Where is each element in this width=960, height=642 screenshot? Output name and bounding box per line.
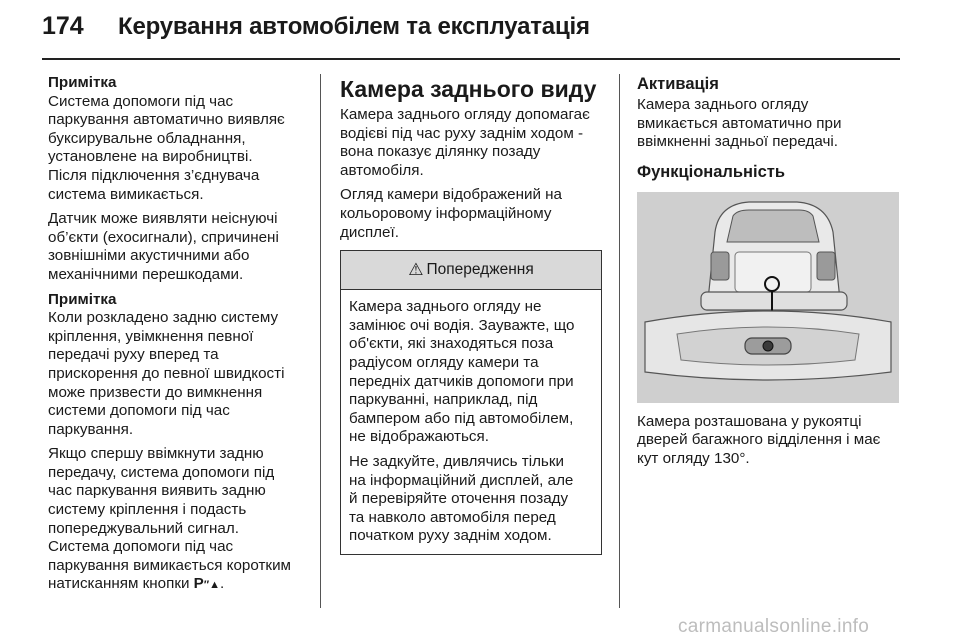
warning-title: Попередження bbox=[426, 260, 534, 278]
note-text: Система допомоги під час паркування автоматично виявляє буксирувальне обладнання, установлене на виробництві. Після підключення з’єднувача система вимикається. bbox=[48, 92, 285, 203]
paragraph: Датчик може виявляти неіснуючі об’єкти (ехосигнали), спричинені зовнішніми акустичними або механічними перешкодами. bbox=[48, 210, 279, 283]
note-title: Примітка bbox=[48, 290, 117, 308]
figure-caption: Камера розташована у рукоятці дверей багажного відділення і має кут огляду 130°. bbox=[637, 412, 881, 467]
page-title: Керування автомобілем та експлуатація bbox=[118, 13, 590, 40]
paragraph-parking-button: Якщо спершу ввімкнути задню передачу, система допомоги під час паркування виявить задню систему кріплення і подасть попереджувальний сигнал. Система допомоги під час паркування вимикається коротким натисканням кнопки P″▲. bbox=[48, 445, 314, 595]
page-number: 174 bbox=[42, 12, 84, 40]
paragraph: Камера заднього огляду вмикається автоматично при ввімкненні задньої передачі. bbox=[637, 96, 842, 151]
column-2 bbox=[340, 74, 602, 555]
paragraph: Камера заднього огляду допомагає водієві під час руху заднім ходом - вона показує ділянку позаду автомобіля. bbox=[340, 106, 590, 179]
column-3 bbox=[637, 74, 905, 475]
paragraph: Огляд камери відображений на кольоровому інформаційному дисплеї. bbox=[340, 186, 563, 241]
warning-text: Камера заднього огляду не замінює очі водія. Зауважте, що об'єкти, які знаходяться поза радіусом огляду камери та передніх датчиків допомоги при паркуванні, наприклад, під бампером або під автомобілем, не відображаються. bbox=[349, 298, 575, 446]
parking-button-icon: P″▲ bbox=[193, 575, 220, 593]
rear-window bbox=[727, 210, 819, 242]
camera-lens-icon bbox=[763, 341, 773, 351]
column-1 bbox=[48, 74, 314, 601]
warning-icon: ⚠ bbox=[408, 259, 424, 279]
paragraph-text: Якщо спершу ввімкнути задню передачу, система допомоги під час паркування виявить задню систему кріплення і подасть попереджувальний сигнал. Система допомоги під час паркування вимикається коротким натисканням кнопки bbox=[48, 445, 291, 593]
subsection-title: Активація bbox=[637, 75, 719, 93]
note-title: Примітка bbox=[48, 74, 117, 91]
header-rule bbox=[42, 58, 900, 60]
warning-body bbox=[341, 290, 601, 554]
warning-header bbox=[341, 251, 601, 290]
warning-text: Не задкуйте, дивлячись тільки на інформаційний дисплей, але й перевіряйте оточення позаду та навколо автомобіля перед початком руху заднім ходом. bbox=[349, 452, 574, 545]
right-tail-light bbox=[817, 252, 835, 280]
column-divider-left bbox=[320, 74, 321, 608]
tailgate-panel bbox=[735, 252, 811, 292]
warning-box bbox=[340, 250, 602, 555]
section-title: Камера заднього виду bbox=[340, 76, 597, 102]
left-tail-light bbox=[711, 252, 729, 280]
note-text: Коли розкладено задню систему кріплення, увімкнення певної передачі руху вперед та прискорення до певної швидкості може призвести до вимкнення системи допомоги під час паркування. bbox=[48, 309, 285, 438]
subsection-title: Функціональність bbox=[637, 162, 786, 181]
watermark: carmanualsonline.info bbox=[678, 616, 870, 637]
rear-camera-illustration bbox=[637, 192, 899, 403]
column-divider-right bbox=[619, 74, 620, 608]
bumper bbox=[701, 292, 847, 310]
